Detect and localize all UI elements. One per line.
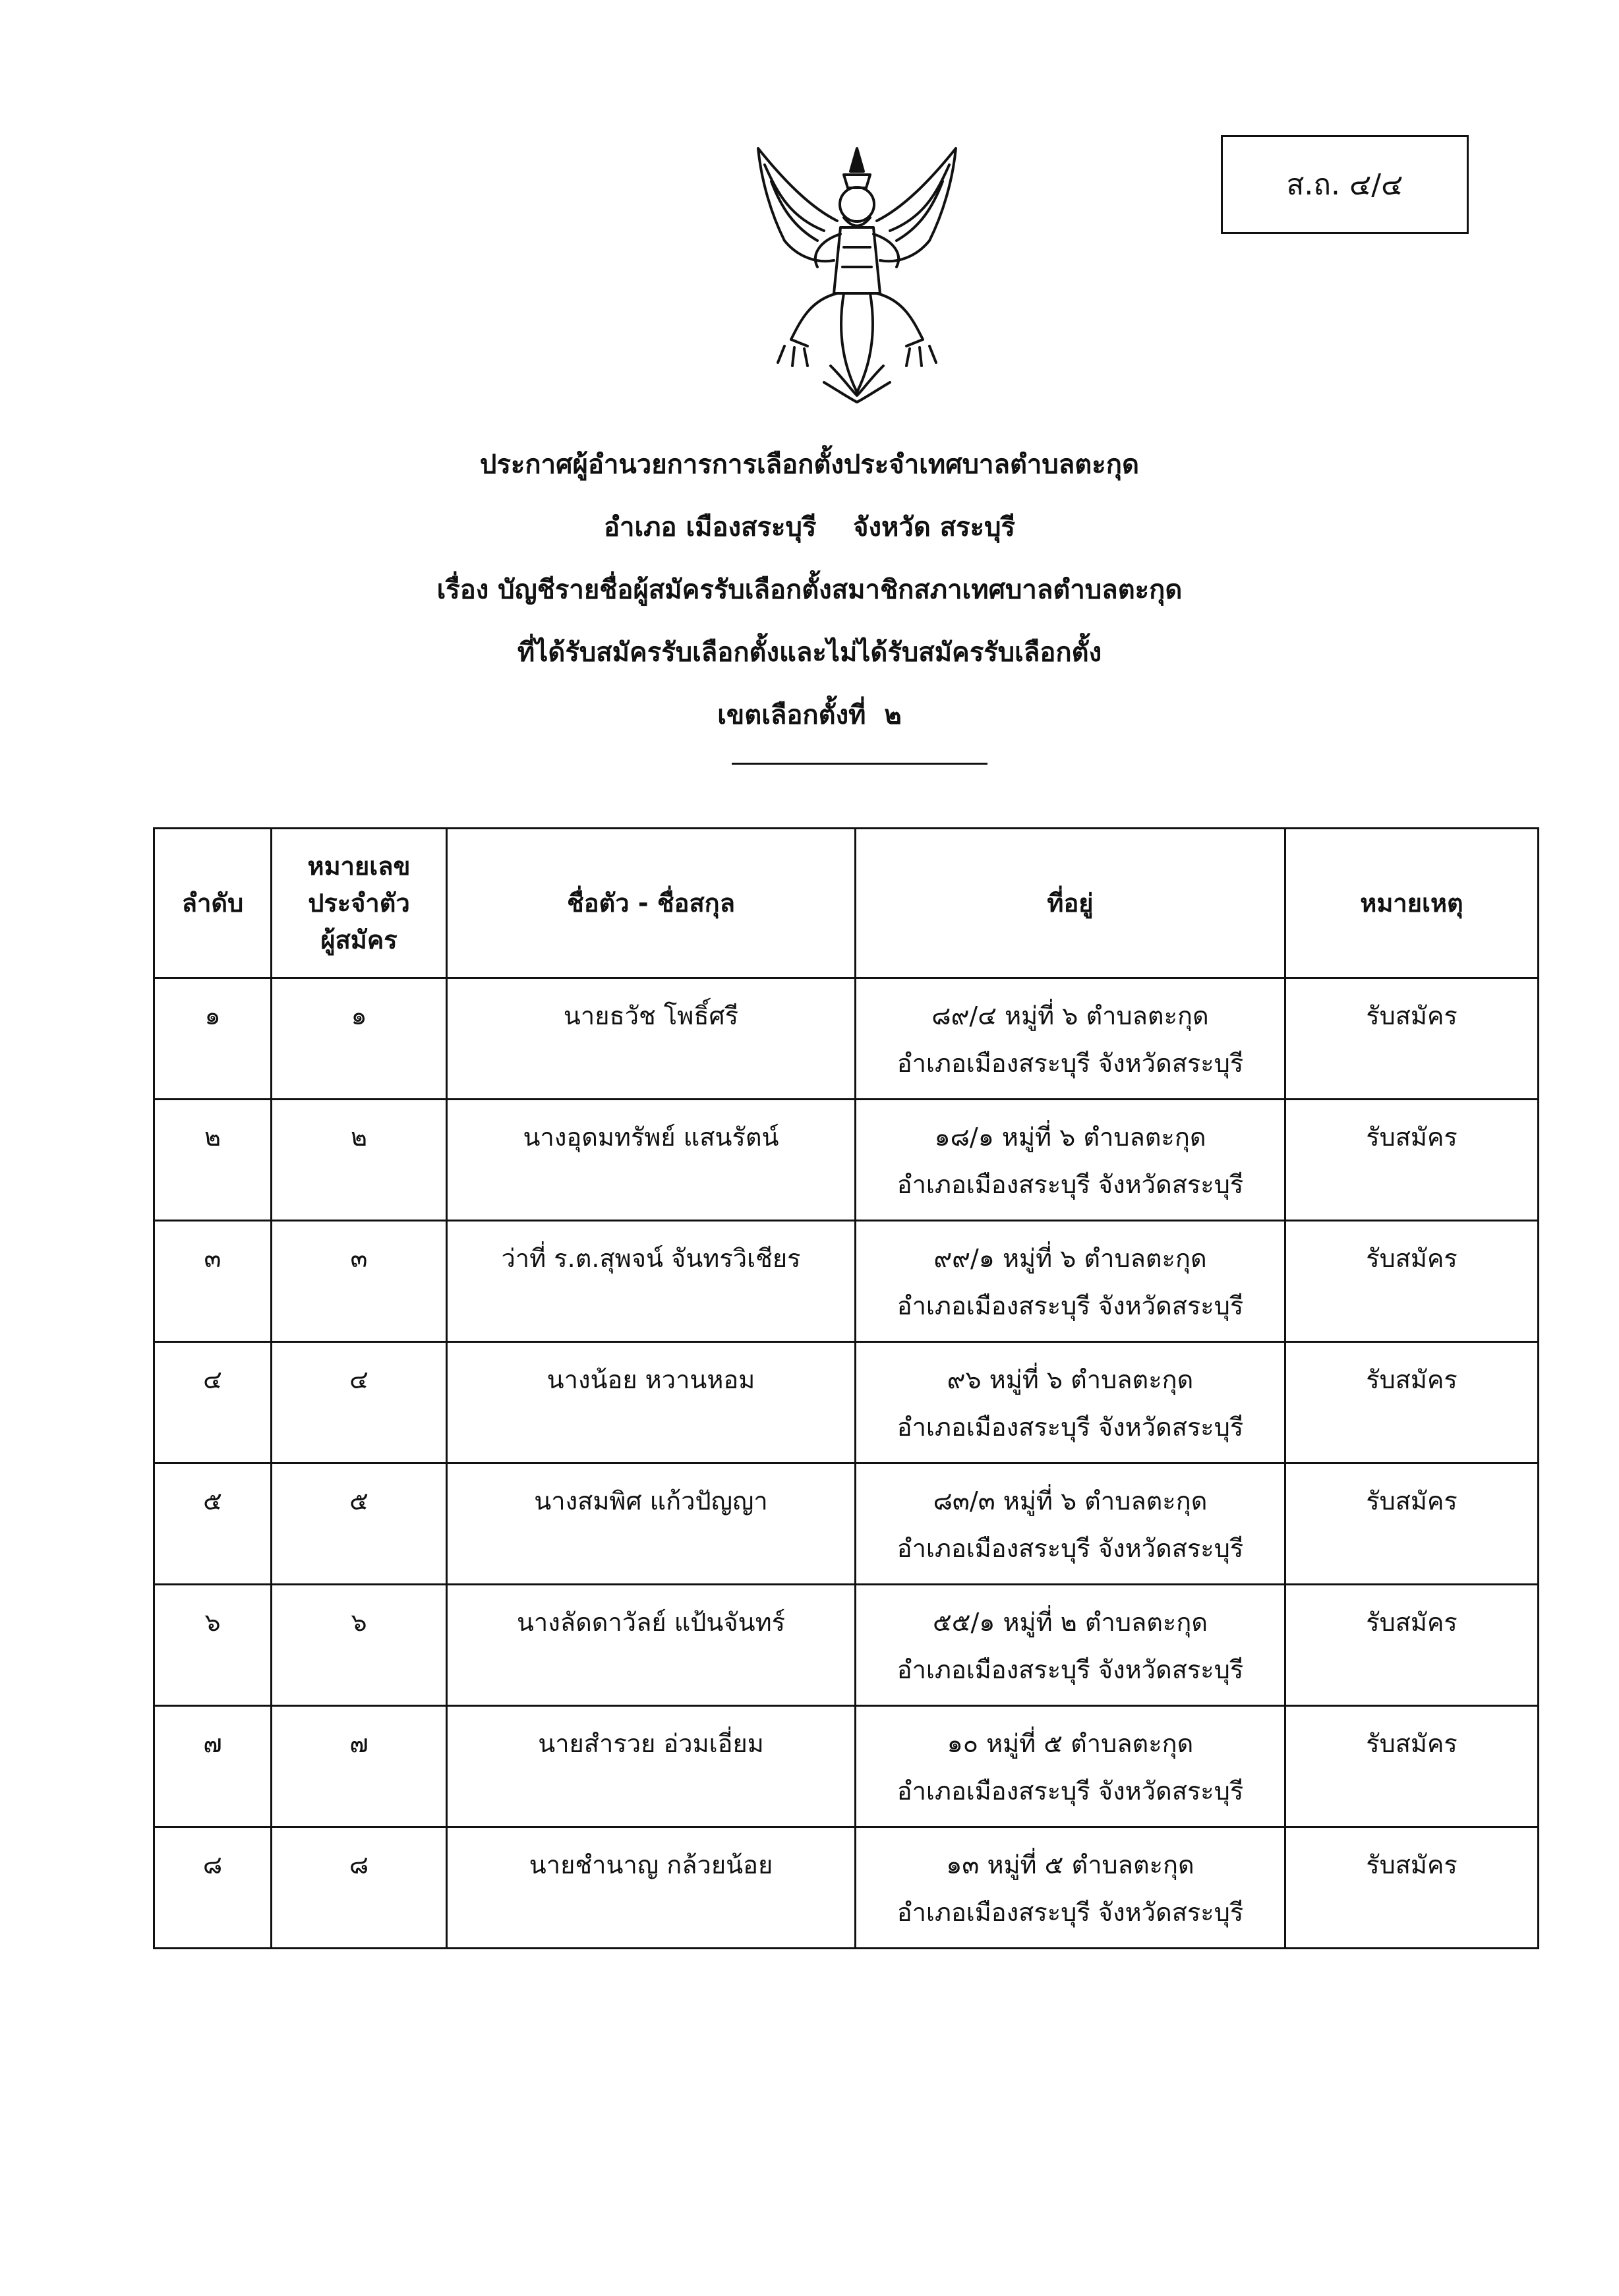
form-code: ส.ถ. ๔/๔ <box>1286 168 1403 202</box>
cell-address <box>856 1221 1285 1342</box>
address-line-1: ๑๐ หมู่ที่ ๕ ตำบลตะกุด <box>947 1729 1194 1758</box>
cell-name: นายชำนาญ กล้วยน้อย <box>447 1827 856 1949</box>
table-row <box>154 1585 1539 1706</box>
cell-note: รับสมัคร <box>1285 1221 1539 1342</box>
heading-line-2: อำเภอ เมืองสระบุรี จังหวัด สระบุรี <box>604 512 1015 543</box>
cell-number: ๒ <box>272 1100 447 1221</box>
header-number-line-1: หมายเลข <box>307 852 411 881</box>
header-number-line-2: ประจำตัว <box>308 889 410 918</box>
cell-index: ๘ <box>154 1827 272 1949</box>
cell-address <box>856 1827 1285 1949</box>
candidate-table <box>153 827 1539 1949</box>
cell-note: รับสมัคร <box>1285 1100 1539 1221</box>
address-line-1: ๑๘/๑ หมู่ที่ ๖ ตำบลตะกุด <box>934 1123 1206 1152</box>
header-index: ลำดับ <box>154 829 272 978</box>
cell-address <box>856 1706 1285 1827</box>
cell-index: ๒ <box>154 1100 272 1221</box>
address-line-2: อำเภอเมืองสระบุรี จังหวัดสระบุรี <box>897 1655 1244 1684</box>
cell-name: นางสมพิศ แก้วปัญญา <box>447 1463 856 1585</box>
address-line-1: ๘๓/๓ หมู่ที่ ๖ ตำบลตะกุด <box>933 1487 1208 1516</box>
cell-address <box>856 1463 1285 1585</box>
address-line-2: อำเภอเมืองสระบุรี จังหวัดสระบุรี <box>897 1413 1244 1442</box>
cell-number: ๖ <box>272 1585 447 1706</box>
header-address: ที่อยู่ <box>856 829 1285 978</box>
heading-line-3: เรื่อง บัญชีรายชื่อผู้สมัครรับเลือกตั้งสมาชิกสภาเทศบาลตำบลตะกุด <box>436 575 1183 605</box>
cell-note: รับสมัคร <box>1285 1585 1539 1706</box>
cell-number: ๘ <box>272 1827 447 1949</box>
address-line-2: อำเภอเมืองสระบุรี จังหวัดสระบุรี <box>897 1049 1244 1078</box>
form-code-box <box>1221 135 1469 234</box>
cell-note: รับสมัคร <box>1285 1342 1539 1463</box>
header-note: หมายเหตุ <box>1285 829 1539 978</box>
address-line-1: ๕๕/๑ หมู่ที่ ๒ ตำบลตะกุด <box>932 1608 1208 1637</box>
table-header-row <box>154 829 1539 978</box>
cell-index: ๖ <box>154 1585 272 1706</box>
address-line-2: อำเภอเมืองสระบุรี จังหวัดสระบุรี <box>897 1291 1244 1320</box>
cell-number: ๕ <box>272 1463 447 1585</box>
cell-index: ๓ <box>154 1221 272 1342</box>
table-row <box>154 1221 1539 1342</box>
header-number <box>272 829 447 978</box>
heading-line-4: ที่ได้รับสมัครรับเลือกตั้งและไม่ได้รับสมัครรับเลือกตั้ง <box>517 637 1102 668</box>
cell-name: นางน้อย หวานหอม <box>447 1342 856 1463</box>
address-line-1: ๙๖ หมู่ที่ ๖ ตำบลตะกุด <box>947 1365 1194 1394</box>
cell-note: รับสมัคร <box>1285 1827 1539 1949</box>
cell-name: ว่าที่ ร.ต.สุพจน์ จันทรวิเชียร <box>447 1221 856 1342</box>
cell-index: ๔ <box>154 1342 272 1463</box>
cell-note: รับสมัคร <box>1285 1463 1539 1585</box>
header-name: ชื่อตัว - ชื่อสกุล <box>447 829 856 978</box>
address-line-2: อำเภอเมืองสระบุรี จังหวัดสระบุรี <box>897 1777 1244 1806</box>
table-row <box>154 1827 1539 1949</box>
cell-number: ๑ <box>272 978 447 1100</box>
cell-index: ๕ <box>154 1463 272 1585</box>
address-line-1: ๑๓ หมู่ที่ ๕ ตำบลตะกุด <box>946 1850 1194 1879</box>
cell-name: นางลัดดาวัลย์ แป้นจันทร์ <box>447 1585 856 1706</box>
cell-address <box>856 1342 1285 1463</box>
address-line-1: ๙๙/๑ หมู่ที่ ๖ ตำบลตะกุด <box>933 1244 1207 1273</box>
cell-note: รับสมัคร <box>1285 978 1539 1100</box>
heading-line-1: ประกาศผู้อำนวยการการเลือกตั้งประจำเทศบาลตำบลตะกุด <box>480 450 1139 480</box>
table-row <box>154 1463 1539 1585</box>
garuda-emblem-icon <box>745 142 969 405</box>
address-line-2: อำเภอเมืองสระบุรี จังหวัดสระบุรี <box>897 1170 1244 1199</box>
cell-name: นายธวัช โพธิ์ศรี <box>447 978 856 1100</box>
table-row <box>154 978 1539 1100</box>
cell-number: ๔ <box>272 1342 447 1463</box>
table-row <box>154 1706 1539 1827</box>
cell-number: ๓ <box>272 1221 447 1342</box>
cell-name: นางอุดมทรัพย์ แสนรัตน์ <box>447 1100 856 1221</box>
cell-index: ๑ <box>154 978 272 1100</box>
address-line-2: อำเภอเมืองสระบุรี จังหวัดสระบุรี <box>897 1898 1244 1927</box>
address-line-2: อำเภอเมืองสระบุรี จังหวัดสระบุรี <box>897 1534 1244 1563</box>
cell-note: รับสมัคร <box>1285 1706 1539 1827</box>
announcement-heading <box>0 434 1619 747</box>
cell-index: ๗ <box>154 1706 272 1827</box>
table-row <box>154 1100 1539 1221</box>
table-row <box>154 1342 1539 1463</box>
header-number-line-3: ผู้สมัคร <box>320 926 397 955</box>
cell-address <box>856 1585 1285 1706</box>
heading-divider <box>732 763 987 765</box>
cell-address <box>856 1100 1285 1221</box>
heading-line-5: เขตเลือกตั้งที่ ๒ <box>717 700 902 730</box>
cell-name: นายสำรวย อ่วมเอี่ยม <box>447 1706 856 1827</box>
address-line-1: ๘๙/๔ หมู่ที่ ๖ ตำบลตะกุด <box>931 1001 1209 1030</box>
cell-address <box>856 978 1285 1100</box>
cell-number: ๗ <box>272 1706 447 1827</box>
